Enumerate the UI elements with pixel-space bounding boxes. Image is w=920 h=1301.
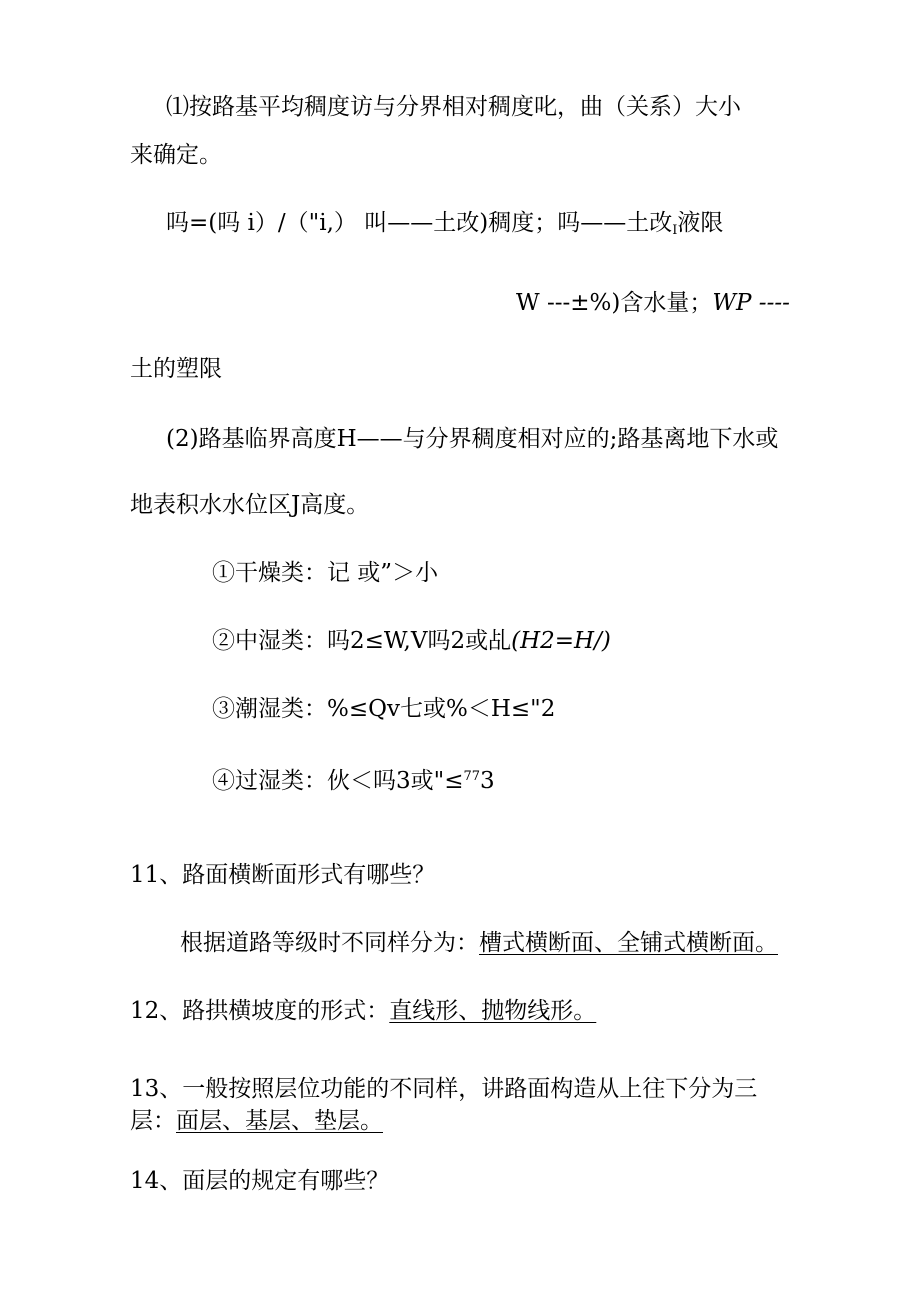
formula-line: [166, 208, 723, 246]
formula-line: [516, 288, 790, 318]
question-14: 14、面层的规定有哪些？: [130, 1168, 390, 1194]
paragraph-line: 土的塑限: [130, 356, 222, 382]
answer-underlined: 槽式横断面、全铺式横断面。: [479, 930, 778, 956]
class-item-damp: ③潮湿类：%≤Qv七或%＜H≤"2: [212, 696, 556, 722]
formula-text: WP ----: [712, 290, 790, 316]
question-12: [130, 996, 596, 1026]
class-text: 3: [480, 768, 495, 794]
class-item-wet: [212, 762, 495, 796]
paragraph-line: 地表积水水位区J高度。: [130, 492, 370, 518]
answer-prefix: 根据道路等级时不同样分为：: [180, 930, 479, 956]
question-prefix: 层：: [130, 1108, 176, 1134]
paragraph-line: ⑴按路基平均稠度访与分界相对稠度叱，曲（关系）大小: [166, 94, 741, 120]
question-13-continued: [130, 1106, 383, 1136]
paragraph-line: 来确定。: [130, 142, 222, 168]
question-11: 11、路面横断面形式有哪些？: [130, 862, 436, 888]
class-item-dry: ①干燥类：记 或”＞小: [212, 560, 439, 586]
paragraph-line: (2)路基临界高度H——与分界稠度相对应的;路基离地下水或: [166, 426, 779, 452]
answer-underlined: 面层、基层、垫层。: [176, 1108, 383, 1134]
class-text: (H2=H/): [511, 628, 611, 654]
class-text: ②中湿类：吗2≤W,V吗2或乩: [212, 628, 512, 654]
formula-text: 液限: [677, 210, 724, 236]
class-text: ④过湿类：伙＜吗3或"≤: [212, 768, 464, 794]
class-superscript: 77: [463, 769, 481, 784]
formula-subscript: I: [672, 223, 678, 238]
question-prefix: 12、路拱横坡度的形式：: [130, 998, 390, 1024]
answer-underlined: 直线形、抛物线形。: [389, 998, 597, 1024]
question-13: 13、一般按照层位功能的不同样，讲路面构造从上往下分为三: [130, 1076, 758, 1102]
formula-text: 吗=(吗 i）/（"i,） 叫——土改)稠度；吗——土改: [166, 210, 673, 236]
class-item-medium: [212, 626, 611, 656]
answer-11: [180, 928, 778, 958]
formula-text: W ---±%)含水量；: [516, 290, 713, 316]
